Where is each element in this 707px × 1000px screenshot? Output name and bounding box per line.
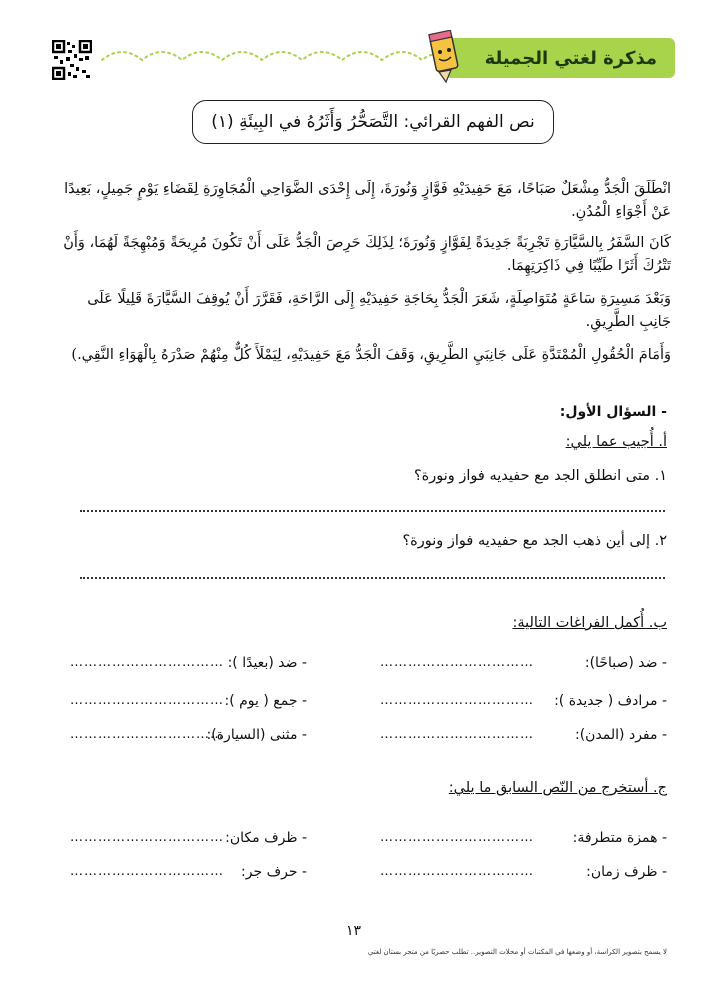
fill-label: - جمع ( يوم ):	[224, 693, 307, 709]
part-b-label: ب. أُكمل الفراغات التالية:	[512, 615, 667, 631]
lesson-title-box	[192, 100, 554, 144]
fill-row-b3	[60, 727, 667, 751]
passage-paragraph-2: كَانَ السَّفَرُ بِالسَّيَّارَةِ تَجْرِبَةً جَدِيدَةً لِفَوَّازٍ وَنُورَةَ؛ لِذَلِكَ حَرِصَ الْجَدُّ عَلَى أَنْ تَكُونَ مُرِيحَةً وَمُبْهِجَةً لَهُمَا، وَأَنْ تَتْرُكَ أَثَرًا طَيِّبًا فِي ذَاكِرَتِهِمَا.	[63, 235, 671, 274]
fill-label: - ضد (صباحًا):	[584, 655, 667, 671]
fill-blank[interactable]: ……………………………	[70, 727, 224, 742]
fill-blank[interactable]: ……………………………	[70, 830, 224, 845]
fill-label: - ضد (بعيدًا ):	[227, 655, 307, 671]
fill-label: - ظرف زمان:	[586, 864, 667, 880]
fill-label: - مثنى (السيارة):	[206, 727, 307, 743]
pencil-mascot-icon	[421, 30, 467, 86]
question-heading: - السؤال الأول:	[559, 404, 667, 420]
brand-title: مذكرة لغتي الجميلة	[484, 47, 657, 69]
page-number: ١٣	[345, 923, 362, 939]
fill-blank[interactable]: ……………………………	[70, 655, 224, 670]
fill-blank[interactable]: ……………………………	[380, 727, 534, 742]
answer-line-a1[interactable]	[80, 508, 665, 512]
decorative-dotted-wave	[100, 42, 440, 64]
fill-label: - مفرد (المدن):	[574, 727, 667, 743]
fill-label: - حرف جر:	[241, 864, 307, 880]
fill-blank[interactable]: ……………………………	[380, 864, 534, 879]
answer-line-a2[interactable]	[80, 575, 665, 579]
part-c-label: ج. أستخرج من النّص السابق ما يلي:	[448, 780, 667, 796]
question-a1: ١. متى انطلق الجد مع حفيديه فواز ونورة؟	[413, 468, 667, 484]
passage-paragraph-3: وَبَعْدَ مَسِيرَةِ سَاعَةٍ مُتَوَاصِلَةٍ، شَعَرَ الْجَدُّ بِحَاجَةِ حَفِيدَيْهِ إِلَى الرَّاحَةِ، فَقَرَّرَ أَنْ يُوقِفَ السَّيَّارَةَ قَلِيلًا عَلَى جَانِبِ الطَّرِيقِ.	[87, 291, 671, 330]
fill-row-b2	[60, 693, 667, 717]
question-a2: ٢. إلى أين ذهب الجد مع حفيديه فواز ونورة؟	[402, 533, 667, 549]
fill-blank[interactable]: ……………………………	[380, 693, 534, 708]
brand-banner	[445, 38, 675, 78]
fill-label: - مرادف ( جديدة ):	[554, 693, 667, 709]
passage-paragraph-1: انْطَلَقَ الْجَدُّ مِشْعَلٌ صَبَاحًا، مَعَ حَفِيدَيْهِ فَوَّازٍ وَنُورَةَ، إِلَى إِحْدَى الضَّوَاحِي الْمُجَاوِرَةِ لِقَضَاءِ يَوْمٍ جَمِيلٍ، بَعِيدًا عَنْ أَجْوَاءِ الْمُدُنِ.	[64, 181, 671, 220]
fill-blank[interactable]: ……………………………	[380, 655, 534, 670]
footer-notice: لا يسمح بتصوير الكراسة، أو وضعها في المكتبات أو محلات التصوير.. تطلب حصريًا من متجر بستان لغتي	[367, 948, 667, 956]
fill-row-c1	[60, 830, 667, 854]
fill-row-b1	[60, 655, 667, 679]
fill-blank[interactable]: ……………………………	[70, 864, 224, 879]
passage-paragraph-4: وَأَمَامَ الْحُقُولِ الْمُمْتَدَّةِ عَلَى جَانِبَيِ الطَّرِيقِ، وَقَفَ الْجَدُّ مَعَ حَفِيدَيْهِ، لِيَمْلَأَ كُلٌّ مِنْهُمْ صَدْرَهُ بِالْهَوَاءِ النَّقِي.)	[71, 347, 671, 363]
lesson-title: نص الفهم القرائي: التَّصَحُّرُ وَأَثَرُهُ في البِيئَةِ (١)	[211, 112, 535, 132]
fill-blank[interactable]: ……………………………	[70, 693, 224, 708]
qr-code-icon	[52, 40, 92, 80]
fill-label: - ظرف مكان:	[225, 830, 307, 846]
part-a-label: أ. أُجيب عما يلي:	[565, 434, 667, 450]
fill-blank[interactable]: ……………………………	[380, 830, 534, 845]
fill-row-c2	[60, 864, 667, 888]
fill-label: - همزة متطرفة:	[572, 830, 667, 846]
